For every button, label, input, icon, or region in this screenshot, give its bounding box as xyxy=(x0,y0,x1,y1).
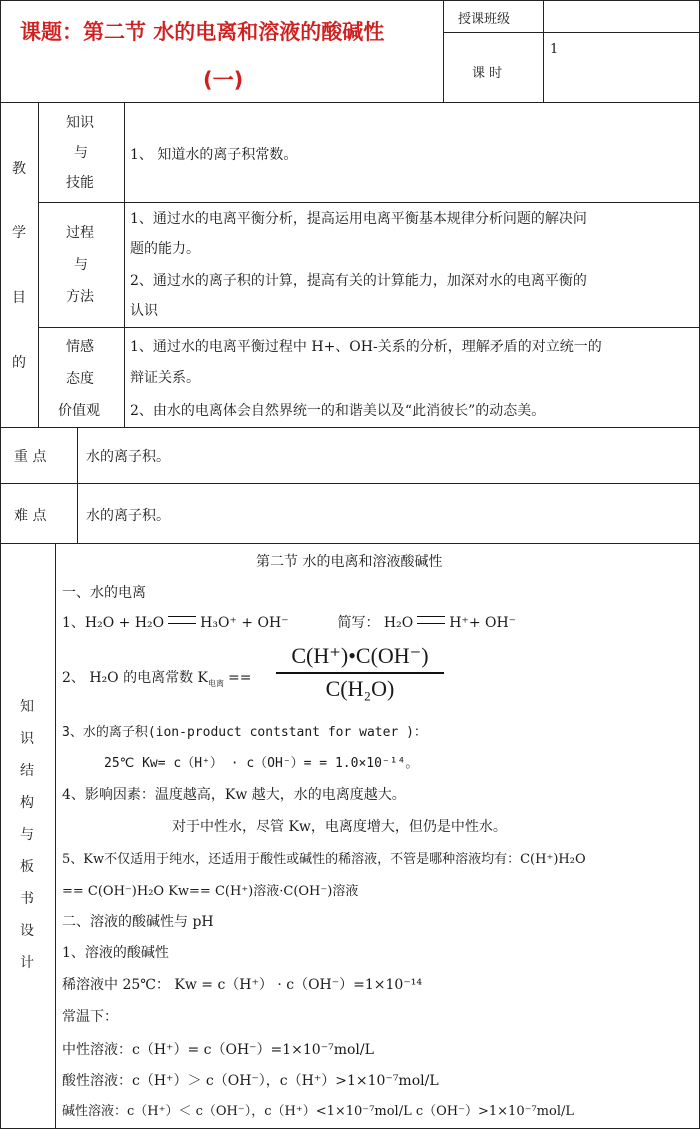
room-temp-line: 常温下： xyxy=(62,1009,118,1025)
section-heading: 一、水的电离 xyxy=(62,585,146,601)
equation-ionization: 1、H₂O + H₂O H₃O⁺ + OH⁻ 简写： H₂O H⁺+ OH⁻ xyxy=(62,615,517,631)
period-label: 课 时 xyxy=(472,66,503,81)
fraction-numerator: C(H⁺)•C(OH⁻) xyxy=(291,643,429,668)
equilibrium-arrow-icon xyxy=(417,616,445,624)
objective-text: 1、 知道水的离子积常数。 xyxy=(130,147,298,163)
difficulty-text: 水的离子积。 xyxy=(86,508,170,524)
kw-dilute-line: 稀溶液中 25℃： Kw = c（H⁺） · c（OH⁻）=1×10⁻¹⁴ xyxy=(62,977,422,993)
neutral-solution-line: 中性溶液：c（H⁺）= c（OH⁻）=1×10⁻⁷mol/L xyxy=(62,1042,374,1058)
lesson-title-part: (一) xyxy=(203,68,244,92)
factor-line: 4、影响因素：温度越高，Kw 越大，水的电离度越大。 xyxy=(62,787,406,803)
class-label: 授课班级 xyxy=(458,12,511,27)
ion-product-line: 3、水的离子积(ion-product contstant for water )： xyxy=(62,725,427,740)
equilibrium-arrow-icon xyxy=(168,616,196,624)
key-point-label: 重 点 xyxy=(14,449,47,465)
board-heading: 第二节 水的电离和溶液酸碱性 xyxy=(256,554,443,570)
ion-product-equation: 25℃ Kw= c（H⁺） · c（OH⁻）= = 1.0×10⁻¹⁴。 xyxy=(104,756,419,771)
basic-solution-line: 碱性溶液：c（H⁺）＜ c（OH⁻），c（H⁺）<1×10⁻⁷mol/L c（OH⁻）>1×10⁻⁷mol/L xyxy=(62,1104,574,1119)
acidic-solution-line: 酸性溶液：c（H⁺）＞ c（OH⁻），c（H⁺）>1×10⁻⁷mol/L xyxy=(62,1073,439,1089)
ionization-constant-fraction xyxy=(276,643,444,702)
kw-applicability-line: 5、Kw不仅适用于纯水，还适用于酸性或碱性的稀溶液，不管是哪种溶液均有：C(H⁺)H₂O xyxy=(62,852,586,867)
ionization-constant-label: 2、 H₂O 的电离常数 $K_{电离}$ == xyxy=(62,670,252,688)
fraction-denominator: C(H₂O) xyxy=(325,675,395,701)
period-value: 1 xyxy=(550,42,559,57)
fraction-bar xyxy=(276,672,444,674)
lesson-title: 课题：第二节 水的电离和溶液的酸碱性 xyxy=(20,20,385,44)
subsection-heading: 1、溶液的酸碱性 xyxy=(62,945,169,961)
factor-line-2: 对于中性水，尽管 Kw，电离度增大，但仍是中性水。 xyxy=(172,819,507,835)
difficulty-label: 难 点 xyxy=(14,508,47,524)
kw-applicability-line-2: == C(OH⁻)H₂O Kw== C(H⁺)溶液·C(OH⁻)溶液 xyxy=(62,884,359,899)
key-point-text: 水的离子积。 xyxy=(86,449,170,465)
section-heading: 二、溶液的酸碱性与 pH xyxy=(62,914,214,930)
